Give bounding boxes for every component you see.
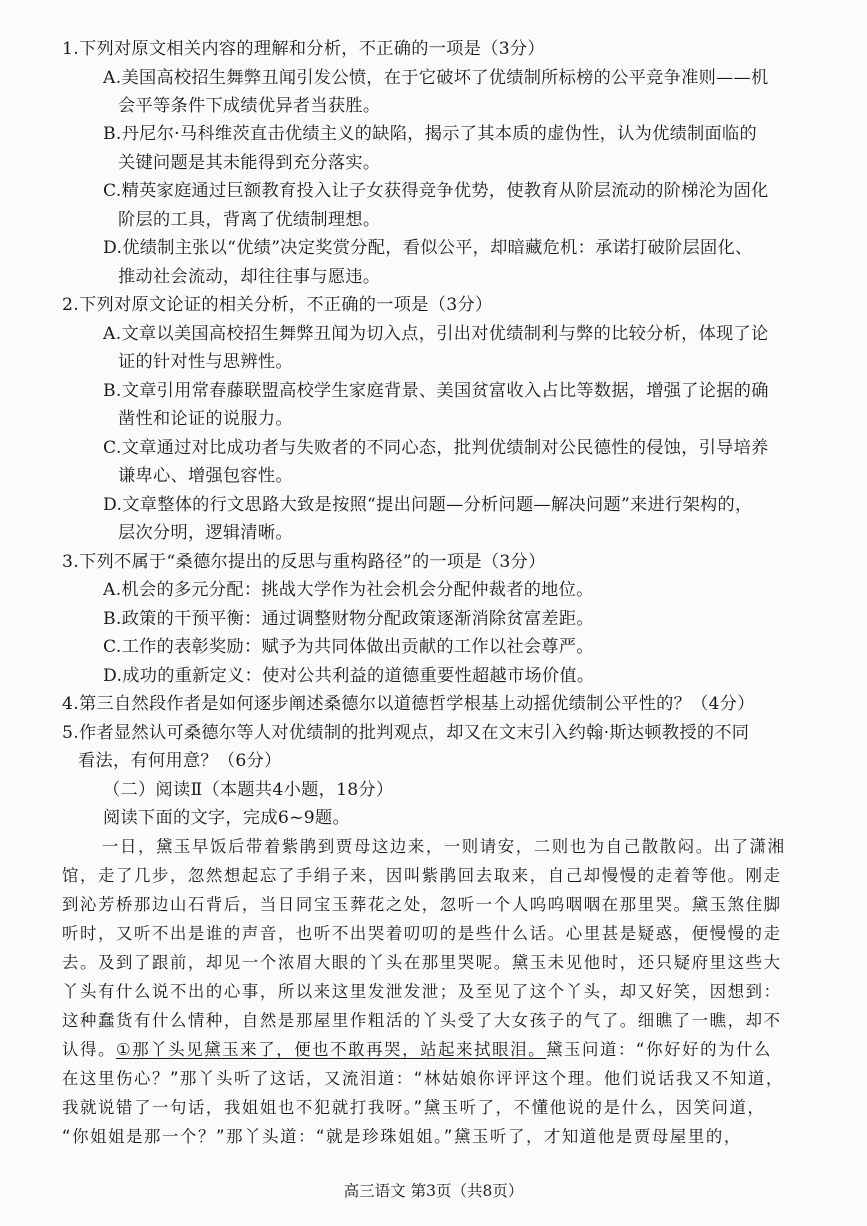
passage-line: 一日，黛玉早饭后带着紫鹃到贾母这边来，一则请安，二则也为自己散散闷。出了潇湘 [102, 837, 786, 856]
question-3-option-a: A.机会的多元分配：挑战大学作为社会机会分配仲裁者的地位。 [103, 580, 594, 600]
question-3-stem: 3.下列不属于“桑德尔提出的反思与重构路径”的一项是（3分） [62, 552, 546, 572]
question-1-stem: 1.下列对原文相关内容的理解和分析，不正确的一项是（3分） [62, 39, 545, 59]
passage-line: 这种蠢货有什么情种，自然是那屋里作粗活的丫头受了大女孩子的气了。细瞧了一瞧，却不 [62, 1011, 782, 1030]
passage-text: 黛玉问道：“你好好的为什么 [546, 1040, 773, 1059]
question-1-option-a: A.美国高校招生舞弊丑闻引发公愤，在于它破坏了优绩制所标榜的公平竞争准则——机 [103, 68, 769, 88]
question-2-option-b-cont: 凿性和论证的说服力。 [118, 409, 293, 429]
question-1-option-d: D.优绩制主张以“优绩”决定奖赏分配，看似公平，却暗藏危机：承诺打破阶层固化、 [103, 238, 753, 258]
question-3-option-b: B.政策的干预平衡：通过调整财物分配政策逐渐消除贫富差距。 [103, 609, 594, 629]
section-title: （二）阅读Ⅱ（本题共4小题，18分） [103, 780, 394, 800]
question-2-option-b: B.文章引用常春藤联盟高校学生家庭背景、美国贫富收入占比等数据，增强了论据的确 [103, 381, 769, 401]
passage-line: 到沁芳桥那边山石背后，当日同宝玉葬花之处，忽听一个人呜呜咽咽在那里哭。黛玉煞住脚 [62, 895, 782, 914]
question-2-stem: 2.下列对原文论证的相关分析，不正确的一项是（3分） [62, 295, 493, 315]
question-1-option-d-cont: 推动社会流动，却往往事与愿违。 [118, 267, 381, 287]
underlined-sentence-1: ①那丫头见黛玉来了，便也不敢再哭，站起来拭眼泪。 [115, 1040, 547, 1059]
passage-line: “你姐姐是那一个？”那丫头道：“就是珍珠姐姐。”黛玉听了，才知道他是贾母屋里的， [62, 1127, 742, 1146]
section-instruction: 阅读下面的文字，完成6~9题。 [103, 808, 351, 828]
question-5-stem: 5.作者显然认可桑德尔等人对优绩制的批判观点，却又在文末引入约翰·斯达顿教授的不同 [62, 723, 750, 743]
passage-text: 认得。 [62, 1040, 116, 1059]
question-1-option-c: C.精英家庭通过巨额教育投入让子女获得竞争优势，使教育从阶层流动的阶梯沦为固化 [103, 181, 769, 201]
question-3-option-c: C.工作的表彰奖励：赋予为共同体做出贡献的工作以社会尊严。 [103, 637, 594, 657]
passage-line: 馆，走了几步，忽然想起忘了手绢子来，因叫紫鹃回去取来，自己却慢慢的走着等他。刚走 [62, 866, 782, 885]
passage-line: 去。及到了跟前，却见一个浓眉大眼的丫头在那里哭呢。黛玉未见他时，还只疑府里这些大 [62, 953, 782, 972]
passage-line: 在这里伤心？”那丫头听了这话，又流泪道：“林姑娘你评评这个理。他们说话我又不知道， [62, 1069, 784, 1088]
page-footer: 高三语文 第3页（共8页） [343, 1182, 524, 1200]
question-1-option-a-cont: 会平等条件下成绩优异者当获胜。 [118, 96, 381, 116]
question-2-option-a: A.文章以美国高校招生舞弊丑闻为切入点，引出对优绩制利与弊的比较分析，体现了论 [103, 324, 769, 344]
passage-line: 丫头有什么说不出的心事，所以来这里发泄发泄；及至见了这个丫头，却又好笑，因想到： [62, 982, 782, 1001]
question-3-option-d: D.成功的重新定义：使对公共利益的道德重要性超越市场价值。 [103, 666, 595, 686]
passage-line: 我就说错了一句话，我姐姐也不犯就打我呀。”黛玉听了，不懂他说的是什么，因笑问道， [62, 1098, 766, 1117]
passage-line [62, 1037, 772, 1063]
question-5-stem-cont: 看法，有何用意？（6分） [78, 751, 282, 771]
question-1-option-c-cont: 阶层的工具，背离了优绩制理想。 [118, 210, 381, 230]
question-2-option-c-cont: 谦卑心、增强包容性。 [118, 466, 293, 486]
passage-line: 听时，又听不出是谁的声音，也听不出哭着叨叨的是些什么话。心里甚是疑惑，便慢慢的走 [62, 924, 782, 943]
question-2-option-c: C.文章通过对比成功者与失败者的不同心态，批判优绩制对公民德性的侵蚀，引导培养 [103, 438, 769, 458]
question-2-option-d: D.文章整体的行文思路大致是按照“提出问题—分析问题—解决问题”来进行架构的， [103, 495, 753, 515]
question-1-option-b: B.丹尼尔·马科维茨直击优绩主义的缺陷，揭示了其本质的虚伪性，认为优绩制面临的 [103, 124, 758, 144]
question-2-option-a-cont: 证的针对性与思辨性。 [118, 352, 293, 372]
question-2-option-d-cont: 层次分明，逻辑清晰。 [118, 523, 293, 543]
question-1-option-b-cont: 关键问题是其未能得到充分落实。 [118, 153, 381, 173]
question-4-stem: 4.第三自然段作者是如何逐步阐述桑德尔以道德哲学根基上动摇优绩制公平性的？（4分） [62, 694, 755, 714]
